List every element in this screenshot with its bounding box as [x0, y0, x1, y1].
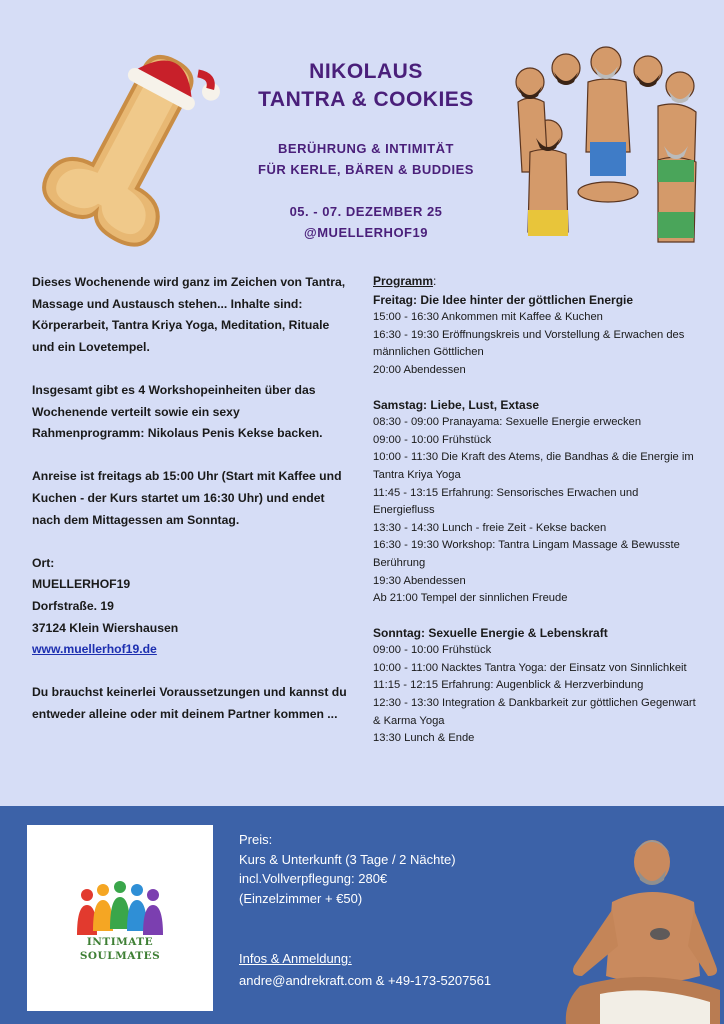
price-line-3: (Einzelzimmer + €50) [239, 890, 363, 906]
logo-text [27, 935, 213, 963]
event-date: 05. - 07. DEZEMBER 25 [289, 204, 443, 219]
schedule-entry: 20:00 Abendessen [373, 363, 466, 376]
workshops-paragraph: Insgesamt gibt es 4 Workshopeinheiten über das Wochenende verteilt sowie ein sexy Rahmenprogramm: Nikolaus Penis Kekse backen. [32, 382, 323, 441]
location-name: MUELLERHOF19 [32, 577, 131, 592]
schedule-entry: 19:30 Abendessen [373, 574, 466, 587]
schedule-entry: 15:00 - 16:30 Ankommen mit Kaffee & Kuchen [373, 311, 603, 324]
people-group-icon [73, 881, 167, 935]
contact-details[interactable]: andre@andrekraft.com & +49-173-5207561 [239, 973, 492, 988]
program-label-colon: : [433, 274, 437, 288]
schedule-entry: 10:00 - 11:30 Die Kraft des Atems, die Bandhas & die Energie im Tantra Kriya Yoga [373, 451, 694, 481]
event-date-block [232, 201, 500, 243]
arrival-paragraph: Anreise ist freitags ab 15:00 Uhr (Start mit Kaffee und Kuchen - der Kurs startet um 16:30 Uhr) und endet nach dem Mittagessen am Sonntag. [32, 469, 342, 527]
meditating-man-photo [560, 826, 724, 1024]
schedule-entry: 10:00 - 11:00 Nacktes Tantra Yoga: der Einsatz von Sinnlichkeit [373, 661, 687, 674]
schedule-entry: 08:30 - 09:00 Pranayama: Sexuelle Energie erwecken [373, 416, 642, 429]
subtitle [232, 138, 500, 180]
schedule-entry: 11:45 - 13:15 Erfahrung: Sensorisches Erwachen und Energiefluss [373, 486, 639, 517]
event-venue-handle: @MUELLERHOF19 [304, 225, 428, 240]
subtitle-line-2: FÜR KERLE, BÄREN & BUDDIES [258, 162, 474, 177]
subtitle-line-1: BERÜHRUNG & INTIMITÄT [278, 141, 454, 156]
footer-band [0, 806, 724, 1024]
description-column [32, 272, 350, 747]
men-circle-illustration [508, 42, 704, 254]
price-block [239, 830, 539, 908]
cookie-santa-hat-illustration [34, 30, 224, 260]
schedule-entry: Ab 21:00 Tempel der sinnlichen Freude [373, 592, 568, 605]
price-line-2: incl.Vollverpflegung: 280€ [239, 871, 388, 886]
page-title [232, 58, 500, 114]
day-saturday [373, 397, 703, 608]
program-column [373, 273, 703, 765]
program-heading [373, 273, 703, 291]
logo-line-1: INTIMATE [86, 936, 154, 948]
day-friday [373, 292, 703, 380]
schedule-entry: 13:30 - 14:30 Lunch - freie Zeit - Kekse backen [373, 521, 607, 534]
day-title: Sonntag: Sexuelle Energie & Lebenskraft [373, 625, 608, 640]
day-title: Freitag: Die Idee hinter der göttlichen Energie [373, 292, 634, 307]
day-title: Samstag: Liebe, Lust, Extase [373, 397, 540, 412]
contact-label: Infos & Anmeldung: [239, 951, 352, 966]
location-block [32, 553, 350, 661]
schedule-entry: 16:30 - 19:30 Workshop: Tantra Lingam Massage & Bewusste Berührung [373, 539, 680, 569]
logo-line-2: SOULMATES [79, 950, 161, 962]
location-city: 37124 Klein Wiershausen [32, 620, 179, 635]
closing-paragraph: Du brauchst keinerlei Voraussetzungen und kannst du entweder alleine oder mit deinem Partner kommen ... [32, 685, 347, 721]
schedule-entry: 11:15 - 12:15 Erfahrung: Augenblick & Herzverbindung [373, 679, 644, 692]
intro-paragraph: Dieses Wochenende wird ganz im Zeichen von Tantra, Massage und Austausch stehen... Inhalte sind: Körperarbeit, Tantra Kriya Yoga, Meditation, Rituale und ein Lovetempel. [32, 275, 346, 354]
schedule-entry: 13:30 Lunch & Ende [373, 732, 475, 745]
header [232, 58, 500, 243]
title-line-2: TANTRA & COOKIES [258, 88, 474, 111]
schedule-entry: 16:30 - 19:30 Eröffnungskreis und Vorstellung & Erwachen des männlichen Göttlichen [373, 328, 685, 359]
website-link[interactable]: www.muellerhof19.de [32, 642, 157, 657]
title-line-1: NIKOLAUS [309, 60, 423, 83]
price-label: Preis: [239, 832, 273, 847]
day-sunday [373, 625, 703, 748]
price-line-1: Kurs & Unterkunft (3 Tage / 2 Nächte) [239, 851, 456, 867]
location-label: Ort: [32, 555, 55, 570]
program-label: Programm [373, 274, 434, 288]
contact-block [239, 948, 569, 992]
schedule-entry: 09:00 - 10:00 Frühstück [373, 644, 492, 657]
location-street: Dorfstraße. 19 [32, 598, 114, 613]
schedule-entry: 12:30 - 13:30 Integration & Dankbarkeit zur göttlichen Gegenwart & Karma Yoga [373, 697, 696, 727]
logo [27, 825, 213, 1011]
schedule-entry: 09:00 - 10:00 Frühstück [373, 433, 492, 446]
